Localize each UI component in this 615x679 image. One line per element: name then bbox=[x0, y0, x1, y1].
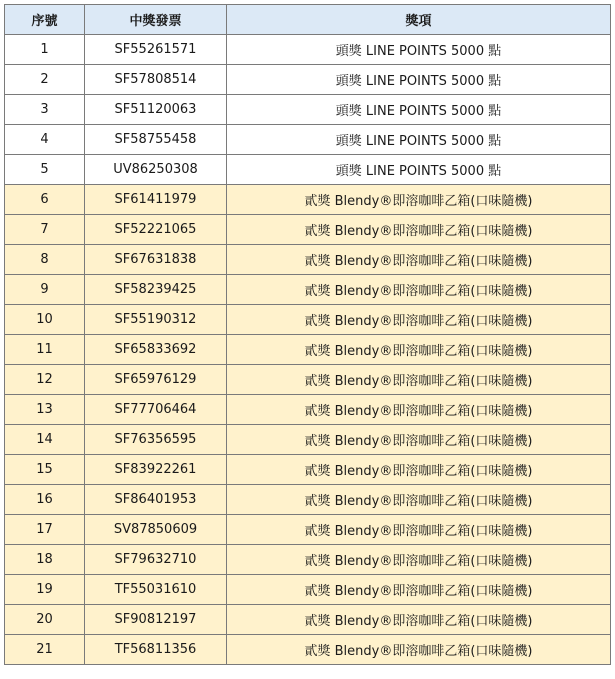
table-row bbox=[5, 305, 611, 335]
cell-prize: 貳獎 Blendy®即溶咖啡乙箱(口味隨機) bbox=[227, 575, 611, 605]
header-prize: 獎項 bbox=[227, 5, 611, 35]
table-row bbox=[5, 545, 611, 575]
cell-invoice: SF67631838 bbox=[85, 245, 227, 275]
winners-table bbox=[4, 4, 611, 665]
cell-prize: 貳獎 Blendy®即溶咖啡乙箱(口味隨機) bbox=[227, 185, 611, 215]
cell-seq: 20 bbox=[5, 605, 85, 635]
cell-invoice: SF55261571 bbox=[85, 35, 227, 65]
cell-seq: 12 bbox=[5, 365, 85, 395]
cell-seq: 1 bbox=[5, 35, 85, 65]
cell-invoice: SF65833692 bbox=[85, 335, 227, 365]
cell-prize: 貳獎 Blendy®即溶咖啡乙箱(口味隨機) bbox=[227, 425, 611, 455]
table-row bbox=[5, 335, 611, 365]
cell-prize: 貳獎 Blendy®即溶咖啡乙箱(口味隨機) bbox=[227, 545, 611, 575]
table-row bbox=[5, 275, 611, 305]
cell-invoice: SF61411979 bbox=[85, 185, 227, 215]
cell-invoice: SF79632710 bbox=[85, 545, 227, 575]
table-row bbox=[5, 395, 611, 425]
cell-prize: 貳獎 Blendy®即溶咖啡乙箱(口味隨機) bbox=[227, 635, 611, 665]
cell-invoice: UV86250308 bbox=[85, 155, 227, 185]
table-row bbox=[5, 95, 611, 125]
cell-invoice: SF52221065 bbox=[85, 215, 227, 245]
table-row bbox=[5, 485, 611, 515]
cell-seq: 17 bbox=[5, 515, 85, 545]
cell-seq: 13 bbox=[5, 395, 85, 425]
cell-prize: 頭獎 LINE POINTS 5000 點 bbox=[227, 95, 611, 125]
cell-seq: 14 bbox=[5, 425, 85, 455]
cell-invoice: SF55190312 bbox=[85, 305, 227, 335]
table-row bbox=[5, 455, 611, 485]
table-row bbox=[5, 515, 611, 545]
cell-prize: 貳獎 Blendy®即溶咖啡乙箱(口味隨機) bbox=[227, 365, 611, 395]
cell-seq: 8 bbox=[5, 245, 85, 275]
cell-seq: 9 bbox=[5, 275, 85, 305]
cell-invoice: SF86401953 bbox=[85, 485, 227, 515]
cell-seq: 10 bbox=[5, 305, 85, 335]
cell-seq: 18 bbox=[5, 545, 85, 575]
table-row bbox=[5, 635, 611, 665]
cell-seq: 3 bbox=[5, 95, 85, 125]
cell-invoice: SV87850609 bbox=[85, 515, 227, 545]
cell-seq: 21 bbox=[5, 635, 85, 665]
table-row bbox=[5, 65, 611, 95]
table-row bbox=[5, 35, 611, 65]
header-seq: 序號 bbox=[5, 5, 85, 35]
table-row bbox=[5, 245, 611, 275]
cell-invoice: SF76356595 bbox=[85, 425, 227, 455]
table-row bbox=[5, 125, 611, 155]
cell-prize: 貳獎 Blendy®即溶咖啡乙箱(口味隨機) bbox=[227, 335, 611, 365]
cell-seq: 5 bbox=[5, 155, 85, 185]
cell-invoice: SF57808514 bbox=[85, 65, 227, 95]
cell-invoice: SF90812197 bbox=[85, 605, 227, 635]
cell-prize: 頭獎 LINE POINTS 5000 點 bbox=[227, 65, 611, 95]
cell-prize: 貳獎 Blendy®即溶咖啡乙箱(口味隨機) bbox=[227, 485, 611, 515]
cell-seq: 11 bbox=[5, 335, 85, 365]
cell-seq: 19 bbox=[5, 575, 85, 605]
cell-invoice: SF58755458 bbox=[85, 125, 227, 155]
cell-invoice: SF83922261 bbox=[85, 455, 227, 485]
cell-invoice: TF56811356 bbox=[85, 635, 227, 665]
cell-prize: 貳獎 Blendy®即溶咖啡乙箱(口味隨機) bbox=[227, 395, 611, 425]
cell-invoice: SF65976129 bbox=[85, 365, 227, 395]
table-row bbox=[5, 155, 611, 185]
table-row bbox=[5, 185, 611, 215]
table-row bbox=[5, 365, 611, 395]
cell-prize: 貳獎 Blendy®即溶咖啡乙箱(口味隨機) bbox=[227, 455, 611, 485]
cell-invoice: SF58239425 bbox=[85, 275, 227, 305]
table-row bbox=[5, 605, 611, 635]
cell-prize: 貳獎 Blendy®即溶咖啡乙箱(口味隨機) bbox=[227, 215, 611, 245]
cell-invoice: SF77706464 bbox=[85, 395, 227, 425]
cell-prize: 貳獎 Blendy®即溶咖啡乙箱(口味隨機) bbox=[227, 275, 611, 305]
cell-prize: 貳獎 Blendy®即溶咖啡乙箱(口味隨機) bbox=[227, 305, 611, 335]
cell-prize: 頭獎 LINE POINTS 5000 點 bbox=[227, 125, 611, 155]
cell-seq: 2 bbox=[5, 65, 85, 95]
table-header-row bbox=[5, 5, 611, 35]
cell-seq: 7 bbox=[5, 215, 85, 245]
cell-seq: 15 bbox=[5, 455, 85, 485]
cell-seq: 4 bbox=[5, 125, 85, 155]
cell-prize: 貳獎 Blendy®即溶咖啡乙箱(口味隨機) bbox=[227, 245, 611, 275]
cell-prize: 頭獎 LINE POINTS 5000 點 bbox=[227, 35, 611, 65]
cell-seq: 16 bbox=[5, 485, 85, 515]
cell-prize: 貳獎 Blendy®即溶咖啡乙箱(口味隨機) bbox=[227, 605, 611, 635]
header-invoice: 中獎發票 bbox=[85, 5, 227, 35]
cell-invoice: TF55031610 bbox=[85, 575, 227, 605]
table-row bbox=[5, 215, 611, 245]
cell-invoice: SF51120063 bbox=[85, 95, 227, 125]
cell-seq: 6 bbox=[5, 185, 85, 215]
cell-prize: 貳獎 Blendy®即溶咖啡乙箱(口味隨機) bbox=[227, 515, 611, 545]
cell-prize: 頭獎 LINE POINTS 5000 點 bbox=[227, 155, 611, 185]
table-row bbox=[5, 425, 611, 455]
table-row bbox=[5, 575, 611, 605]
